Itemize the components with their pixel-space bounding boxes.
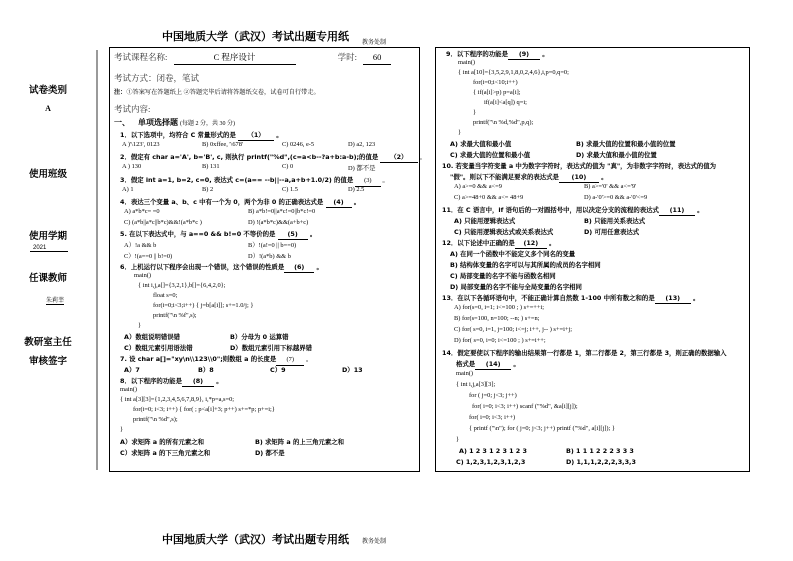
page-footer-title: 中国地质大学（武汉）考试出题专用纸 [162,533,349,546]
q2-option-d: D) 都不是 [348,165,376,172]
question-2: 2．假定有 char a='A', b='B', c, 则执行 printf("%d",(c=a<b--?a+b:a-b);的值是 （2） 。 [120,153,426,161]
q13-option-b: B) for(s=100, n=100; --n; ) s+=n; [454,315,540,322]
q14-code-line: main() [456,370,474,377]
q7-option-a: A）7 [124,366,140,374]
q14-code-line: { int i,j,a[3][3]; [456,381,496,388]
question-6: 6．上机运行以下程序会出现一个错误，这个错误的性质是 (6) 。 [120,263,323,271]
q1-option-d: D) a2, 123 [348,141,376,148]
course-value: C 程序设计 [174,50,296,65]
q7-option-d: D）13 [342,366,363,374]
q8-code-line: for(i=0; i<3; i++) { for( ; p<a[i]+3; p++) s+=*p; p+=i;} [133,406,275,413]
q5-option-c: C）!(a==0 || b!=0) [124,253,173,260]
q8-code-line: { int a[3][3]={1,2,3,4,5,6,7,8,9}, i,*p=a,s=0; [120,396,235,403]
q8-code-line: main() [120,386,138,393]
question-9: 9．以下程序的功能是 (9) 。 [446,50,549,58]
q12-option-c: C) 局部变量的名字不能与函数名相同 [450,272,556,280]
q8-code-line: printf("\n %d",s); [133,416,178,423]
section-note: (每题 2 分，共 30 分) [180,121,235,127]
q1-option-a: A )'\123', 0123 [122,141,160,148]
sidebar-divider [96,50,98,470]
q13-option-d: D) for( s=0, i=0; i<=100 ; ) s+=i++; [454,337,546,344]
q9-option-d: D) 求最大值和最小值的位置 [576,151,657,159]
q5-option-a: A）!a && b [124,242,157,249]
q6-code-line: { int i,j,a[]={3,2,1},b[]={6,4,2,0}; [138,282,226,289]
q12-option-a: A) 在同一个函数中不能定义多个同名的变量 [450,250,576,258]
question-13: 13．在以下各循环语句中，不能正确计算自然数 1-100 中所有数之和的是 (13) 。 [442,294,700,302]
q10-option-b: B) a>='0' && a<='9' [584,183,637,190]
q14-option-b: B) 1 1 1 2 2 2 3 3 3 [566,447,634,455]
q9-option-a: A) 求最大值和最小值 [450,140,512,148]
course-label: 考试课程名称: [114,52,168,62]
exam-mode: 考试方式：闭卷，笔试 [114,73,200,83]
q4-option-d: D) !(a*b*c)&&(a+b+c) [248,219,309,226]
q6-option-c: C）数组元素引用语法错 [124,344,193,352]
q9-code-line: if(a[i]<a[q]) q=i; [484,99,527,106]
q4-option-c: C) (a*b||a*c||b*c)&&!(a*b*c ) [124,219,202,226]
q1-option-c: C) 0246, e-5 [282,141,315,148]
q14-option-d: D) 1,1,1,2,2,2,3,3,3 [566,458,636,466]
q6-code-line: main() [134,272,152,279]
question-14-line-2: 格式是 (14) 。 [456,360,520,368]
q9-code-line: for(i=0;i<10;i++) [473,79,518,86]
question-8: 8．以下程序的功能是 (8) 。 [120,377,223,385]
term-label: 使用学期 [28,231,67,242]
q2-option-c: C) 0 [282,163,294,170]
q4-option-b: B) a*b!=0||a*c!=0||b*c!=0 [248,208,316,215]
q10-option-d: D) a-'0'>=0 && a-'0'<=9 [584,194,648,201]
q4-option-a: A) a*b*c= =0 [124,208,160,215]
q9-option-c: C) 求最大值的位置和最小值 [450,151,531,159]
q8-option-b: B) 求矩阵 a 的上三角元素之和 [255,438,345,446]
q10-option-a: A) a>=0 && a<=9 [454,183,502,190]
q1-option-b: B) 0xffee, '\678' [202,141,244,148]
exam-page-right [435,47,750,472]
q9-code-line: main() [458,59,476,66]
q12-option-d: D) 局部变量的名字不能与全局变量的名字相同 [450,283,582,291]
page-footer-dept: 教务处制 [362,539,387,545]
q7-option-b: B）8 [198,366,214,374]
q6-code-line: } [138,322,142,329]
q6-code-line: printf("\n %f",s); [153,312,197,319]
question-11: 11．在 C 语言中，if 语句后的一对圆括号中，用以决定分支的流程的表达式 (11) 。 [442,206,704,214]
content-label: 考试内容: [114,104,151,114]
q14-code-line: for ( j=0; j<3; j++) [469,392,517,399]
page-header-dept: 教务处制 [362,40,387,46]
question-1: 1．以下选项中，均符合 C 常量形式的是 （1） 。 [120,131,283,139]
q6-code-line: float s=0; [153,292,178,299]
q3-option-c: C) 1.5 [282,186,298,193]
q7-option-c: C）9 [270,366,286,374]
director-label: 教研室主任 [24,337,72,348]
q9-code-line: { if(a[i]>p) p=a[i]; [473,89,521,96]
q9-code-line: { int a[10]={3,5,2,9,1,8,0,2,4,6},i,p=0,q=0; [458,69,569,76]
q11-option-b: B) 只能用关系表达式 [584,217,646,225]
q12-option-b: B) 结构体变量的名字可以与其所属的成员的名字相同 [450,261,601,269]
q14-code-line: { printf ("\n"); for ( j=0; j<3; j++) printf ("%d", a[i][j]); } [469,425,615,432]
q14-code-line: } [456,436,460,443]
question-4: 4．表达三个变量 a、b、c 中有一个为 0，两个为非 0 的正确表达式是 (4) 。 [120,198,361,206]
q2-option-b: B) 131 [202,163,220,170]
teacher-label: 任课教师 [28,273,67,284]
q6-code-line: for(i=0;i<3;i++) { j=b[a[i]]; s+=1.0/j; } [153,302,254,309]
q13-option-a: A) for(s=0, i=1; i<=100 ; ) s+=++i; [454,304,545,311]
q14-code-line: for( i=0; i<3; i++) [469,414,516,421]
teacher-value: 朱莉莘 [46,295,64,305]
q3-option-b: B) 2 [202,186,214,193]
exam-page-left [109,47,426,472]
q6-option-a: A）数组说明错误错 [124,333,181,341]
q14-code-line: for( i=0; i<3; i++) scanf ("%d", &a[i][j]); [472,403,578,410]
q9-code-line: } [473,109,477,116]
q3-option-a: A) 1 [122,186,134,193]
paper-type-value: A [45,104,51,113]
q13-option-c: C) for( s=0, i=1, j=100; i<=j; i++, j-- ) s+=i+j; [454,326,573,333]
exam-note [114,88,320,98]
question-12: 12．以下论述中正确的是 (12) 。 [442,239,556,247]
question-7: 7. 设 char a[]="xy\n\\123\\0";则数组 a 的长度是 (7) 。 [120,354,312,366]
q11-option-d: D) 可用任意表达式 [584,228,640,236]
page-header-title: 中国地质大学（武汉）考试出题专用纸 [162,30,349,43]
question-10-line-2: "假"。则以下不能满足要求的表达式是 (10) 。 [450,173,608,181]
section-title: 单项选择题 [138,118,178,127]
section-heading [114,118,235,129]
q14-option-c: C) 1,2,3,1,2,3,1,2,3 [456,458,526,466]
question-5: 5. 在以下表达式中，与 a==0 && b!=0 不等价的是 (5) 。 [120,230,317,238]
hours-label: 学时: [337,52,357,62]
q9-option-b: B) 求最大值的位置和最小值的位置 [576,140,676,148]
q8-option-c: C）求矩阵 a 的下三角元素之和 [120,449,211,457]
class-label: 使用班级 [28,169,67,180]
q8-code-line: } [120,426,124,433]
hours-value: 60 [363,50,391,65]
course-row [114,50,391,65]
note-label: 注： [114,89,127,96]
q3-option-d: D) 2.5 [348,186,365,193]
paper-type-label: 试卷类别 [28,85,67,96]
q5-option-b: B）!(a!=0 || b==0) [248,242,297,249]
q6-option-b: B）分母为 0 运算错 [230,333,289,341]
q8-option-d: D) 都不是 [255,449,285,457]
term-value: 2021 [30,245,68,252]
q2-option-a: A ) 130 [122,163,142,170]
q10-option-c: C) a>=48+0 && a<= 48+9 [454,194,524,201]
q5-option-d: D）!(a*b) && b [248,253,291,260]
q14-option-a: A) 1 2 3 1 2 3 1 2 3 [459,447,527,455]
question-10-line-1: 10. 若变量当字符变量 a 中为数字字符时，表达式的值为 "真"，为非数字字符时，表达式的值为 [442,162,717,170]
question-3: 3．假定 int a=1, b=2, c=0, 表达式 c=(a== --b||--a,a+b+1.0/2) 的值是 (3) 。 [120,175,389,187]
section-number: 一、 [114,118,130,127]
q9-code-line: } [458,129,462,136]
note-text: ①答案写在答题纸上 ②答题完毕后请将答题纸交卷，试卷可自行带走。 [126,89,320,96]
q8-option-a: A）求矩阵 a 的所有元素之和 [120,438,205,446]
q6-option-d: D）数组元素引用下标越界错 [230,344,312,352]
q11-option-c: C) 只能用逻辑表达式或关系表达式 [454,228,554,236]
q9-code-line: printf("\n %d,%d",p,q); [473,119,534,126]
review-signature-label: 审核签字 [28,356,67,367]
question-14-line-1: 14．假定要使以下程序的输出结果第一行都是 1，第二行都是 2，第三行都是 3，则正确的数据输入 [442,349,727,357]
q11-option-a: A) 只能用逻辑表达式 [454,217,516,225]
